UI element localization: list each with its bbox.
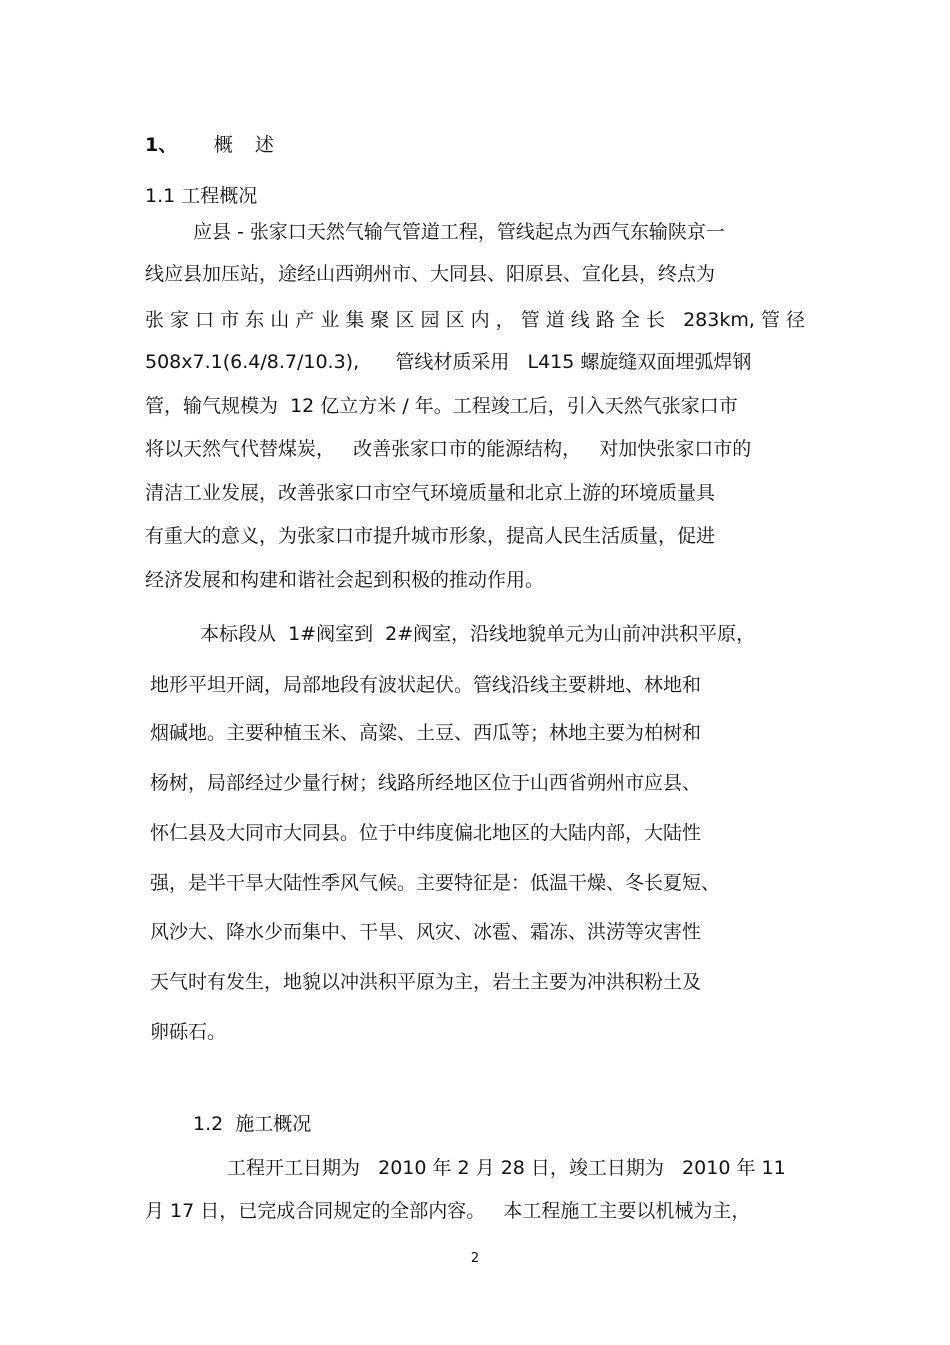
chapter-heading bbox=[145, 133, 282, 157]
paragraph-line: 怀仁县及大同市大同县。位于中纬度偏北地区的大陆内部，大陆性 bbox=[150, 822, 702, 844]
paragraph-line: 张家口市东山产业集聚区园区内，管道线路全长 283km,管径 bbox=[145, 309, 805, 331]
paragraph-line: 地形平坦开阔，局部地段有波状起伏。管线沿线主要耕地、林地和 bbox=[150, 674, 702, 696]
chapter-number: 1、 bbox=[145, 134, 178, 156]
paragraph-line: 杨树，局部经过少量行树；线路所经地区位于山西省朔州市应县、 bbox=[150, 772, 702, 794]
paragraph-line: 强，是半干旱大陆性季风气候。主要特征是：低温干燥、冬长夏短、 bbox=[150, 872, 721, 894]
page-number: 2 bbox=[470, 1251, 480, 1266]
section-heading: 1.2 施工概况 bbox=[193, 1113, 312, 1135]
paragraph-line: 本标段从 1#阀室到 2#阀室，沿线地貌单元为山前冲洪积平原， bbox=[200, 623, 756, 645]
paragraph-line: 卵砾石。 bbox=[150, 1021, 227, 1043]
paragraph-line: 有重大的意义，为张家口市提升城市形象，提高人民生活质量，促进 bbox=[145, 525, 716, 547]
paragraph-line: 应县 - 张家口天然气输气管道工程，管线起点为西气东输陕京一 bbox=[193, 221, 725, 243]
paragraph-line: 经济发展和构建和谐社会起到积极的推动作用。 bbox=[145, 569, 545, 591]
section-heading: 1.1 工程概况 bbox=[145, 185, 258, 207]
chapter-title: 概 述 bbox=[213, 134, 282, 156]
paragraph-line: 烟碱地。主要种植玉米、高粱、土豆、西瓜等；林地主要为柏树和 bbox=[150, 722, 702, 744]
paragraph-line: 管，输气规模为 12 亿立方米 / 年。工程竣工后，引入天然气张家口市 bbox=[145, 395, 738, 417]
paragraph-line: 将以天然气代替煤炭， 改善张家口市的能源结构， 对加快张家口市的 bbox=[145, 438, 752, 460]
paragraph-line: 风沙大、降水少而集中、干旱、风灾、冰雹、霜冻、洪涝等灾害性 bbox=[150, 921, 702, 943]
paragraph-line: 清洁工业发展，改善张家口市空气环境质量和北京上游的环境质量具 bbox=[145, 482, 716, 504]
paragraph-line: 月 17 日，已完成合同规定的全部内容。 本工程施工主要以机械为主， bbox=[145, 1200, 751, 1222]
paragraph-line: 508x7.1(6.4/8.7/10.3), 管线材质采用 L415 螺旋缝双面埋弧焊钢 bbox=[145, 351, 752, 373]
paragraph-line: 工程开工日期为 2010 年 2 月 28 日，竣工日期为 2010 年 11 bbox=[227, 1157, 786, 1179]
paragraph-line: 线应县加压站，途经山西朔州市、大同县、阳原县、宣化县，终点为 bbox=[145, 263, 716, 285]
paragraph-line: 天气时有发生，地貌以冲洪积平原为主，岩土主要为冲洪积粉土及 bbox=[150, 971, 702, 993]
